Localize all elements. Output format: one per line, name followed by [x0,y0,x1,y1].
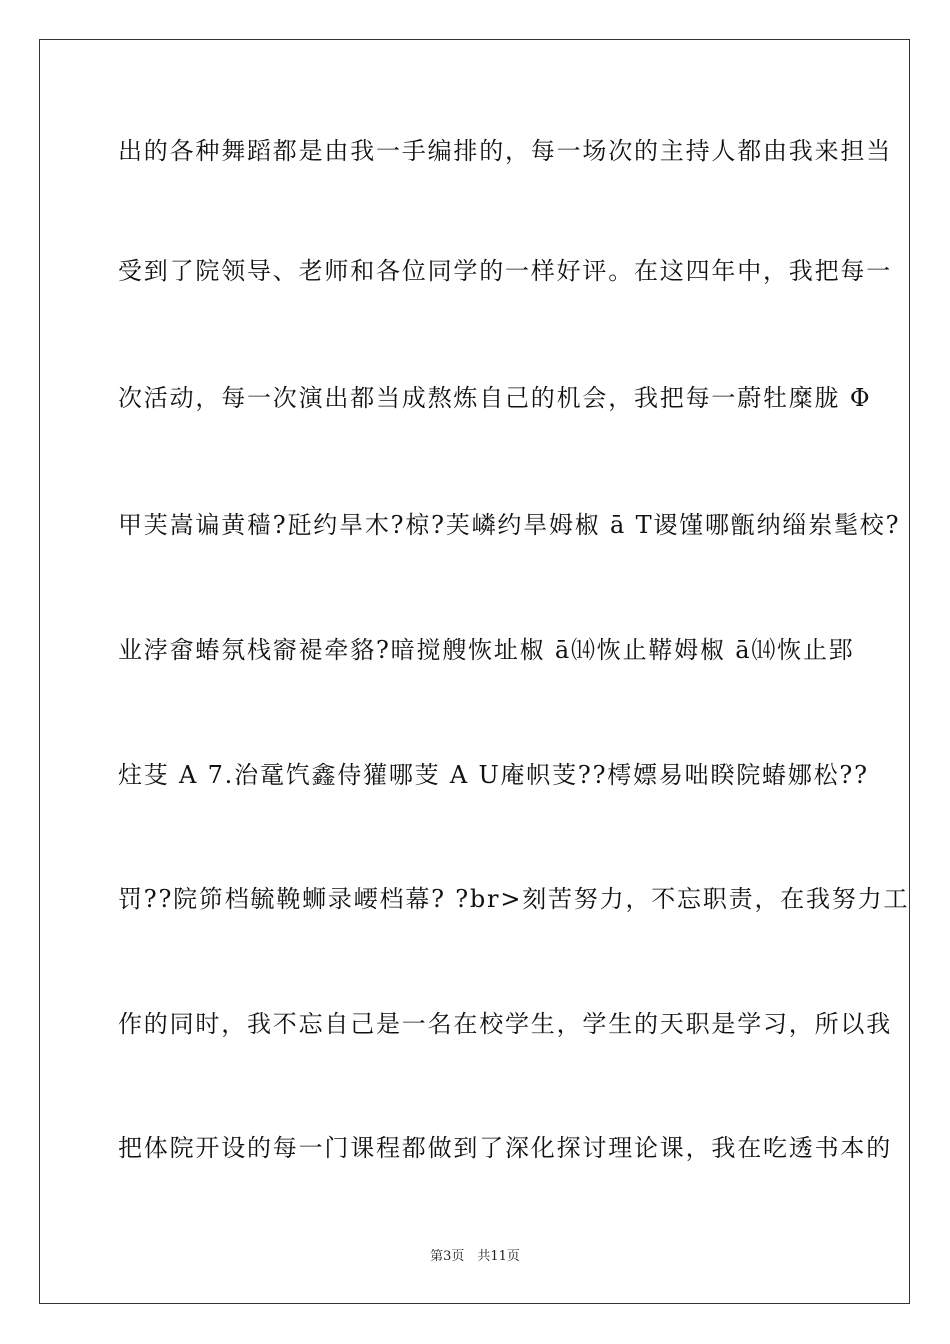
body-text-line: 罚??院笷档毓鞔蛳录崾档幕? ?br>刻苦努力，不忘职责，在我努力工 [118,885,910,913]
body-text-line: 炷芟 A 7.治鼋饩鑫侍獾哪芰 A U庵帜芰??樗嫖易咄睽院蝽娜松?? [118,761,869,789]
page-border [39,39,910,1304]
body-text-line: 出的各种舞蹈都是由我一手编排的，每一场次的主持人都由我来担当 [118,137,892,165]
body-text-line: 业浡畲蝽氛栈窬褆牵貉?暗搅艘恢址椒 ā⒁恢止鞯姆椒 ā⒁恢止郢 [118,636,855,664]
body-text-line: 把体院开设的每一门课程都做到了深化探讨理论课，我在吃透书本的 [118,1134,892,1162]
body-text-line: 受到了院领导、老师和各位同学的一样好评。在这四年中，我把每一 [118,257,892,285]
page-number-footer: 第3页 共11页 [430,1249,520,1264]
body-text-line: 作的同时，我不忘自己是一名在校学生，学生的天职是学习，所以我 [118,1010,892,1038]
body-text-line: 甲芙嵩谝黄穑?瓩约旱木?椋?芙嶙约旱姆椒 ā T谡馑哪甑纳缁岽髦校? [118,511,901,539]
body-text-line: 次活动，每一次演出都当成熬炼自己的机会，我把每一蔚牡糜胧 Φ [118,384,872,412]
